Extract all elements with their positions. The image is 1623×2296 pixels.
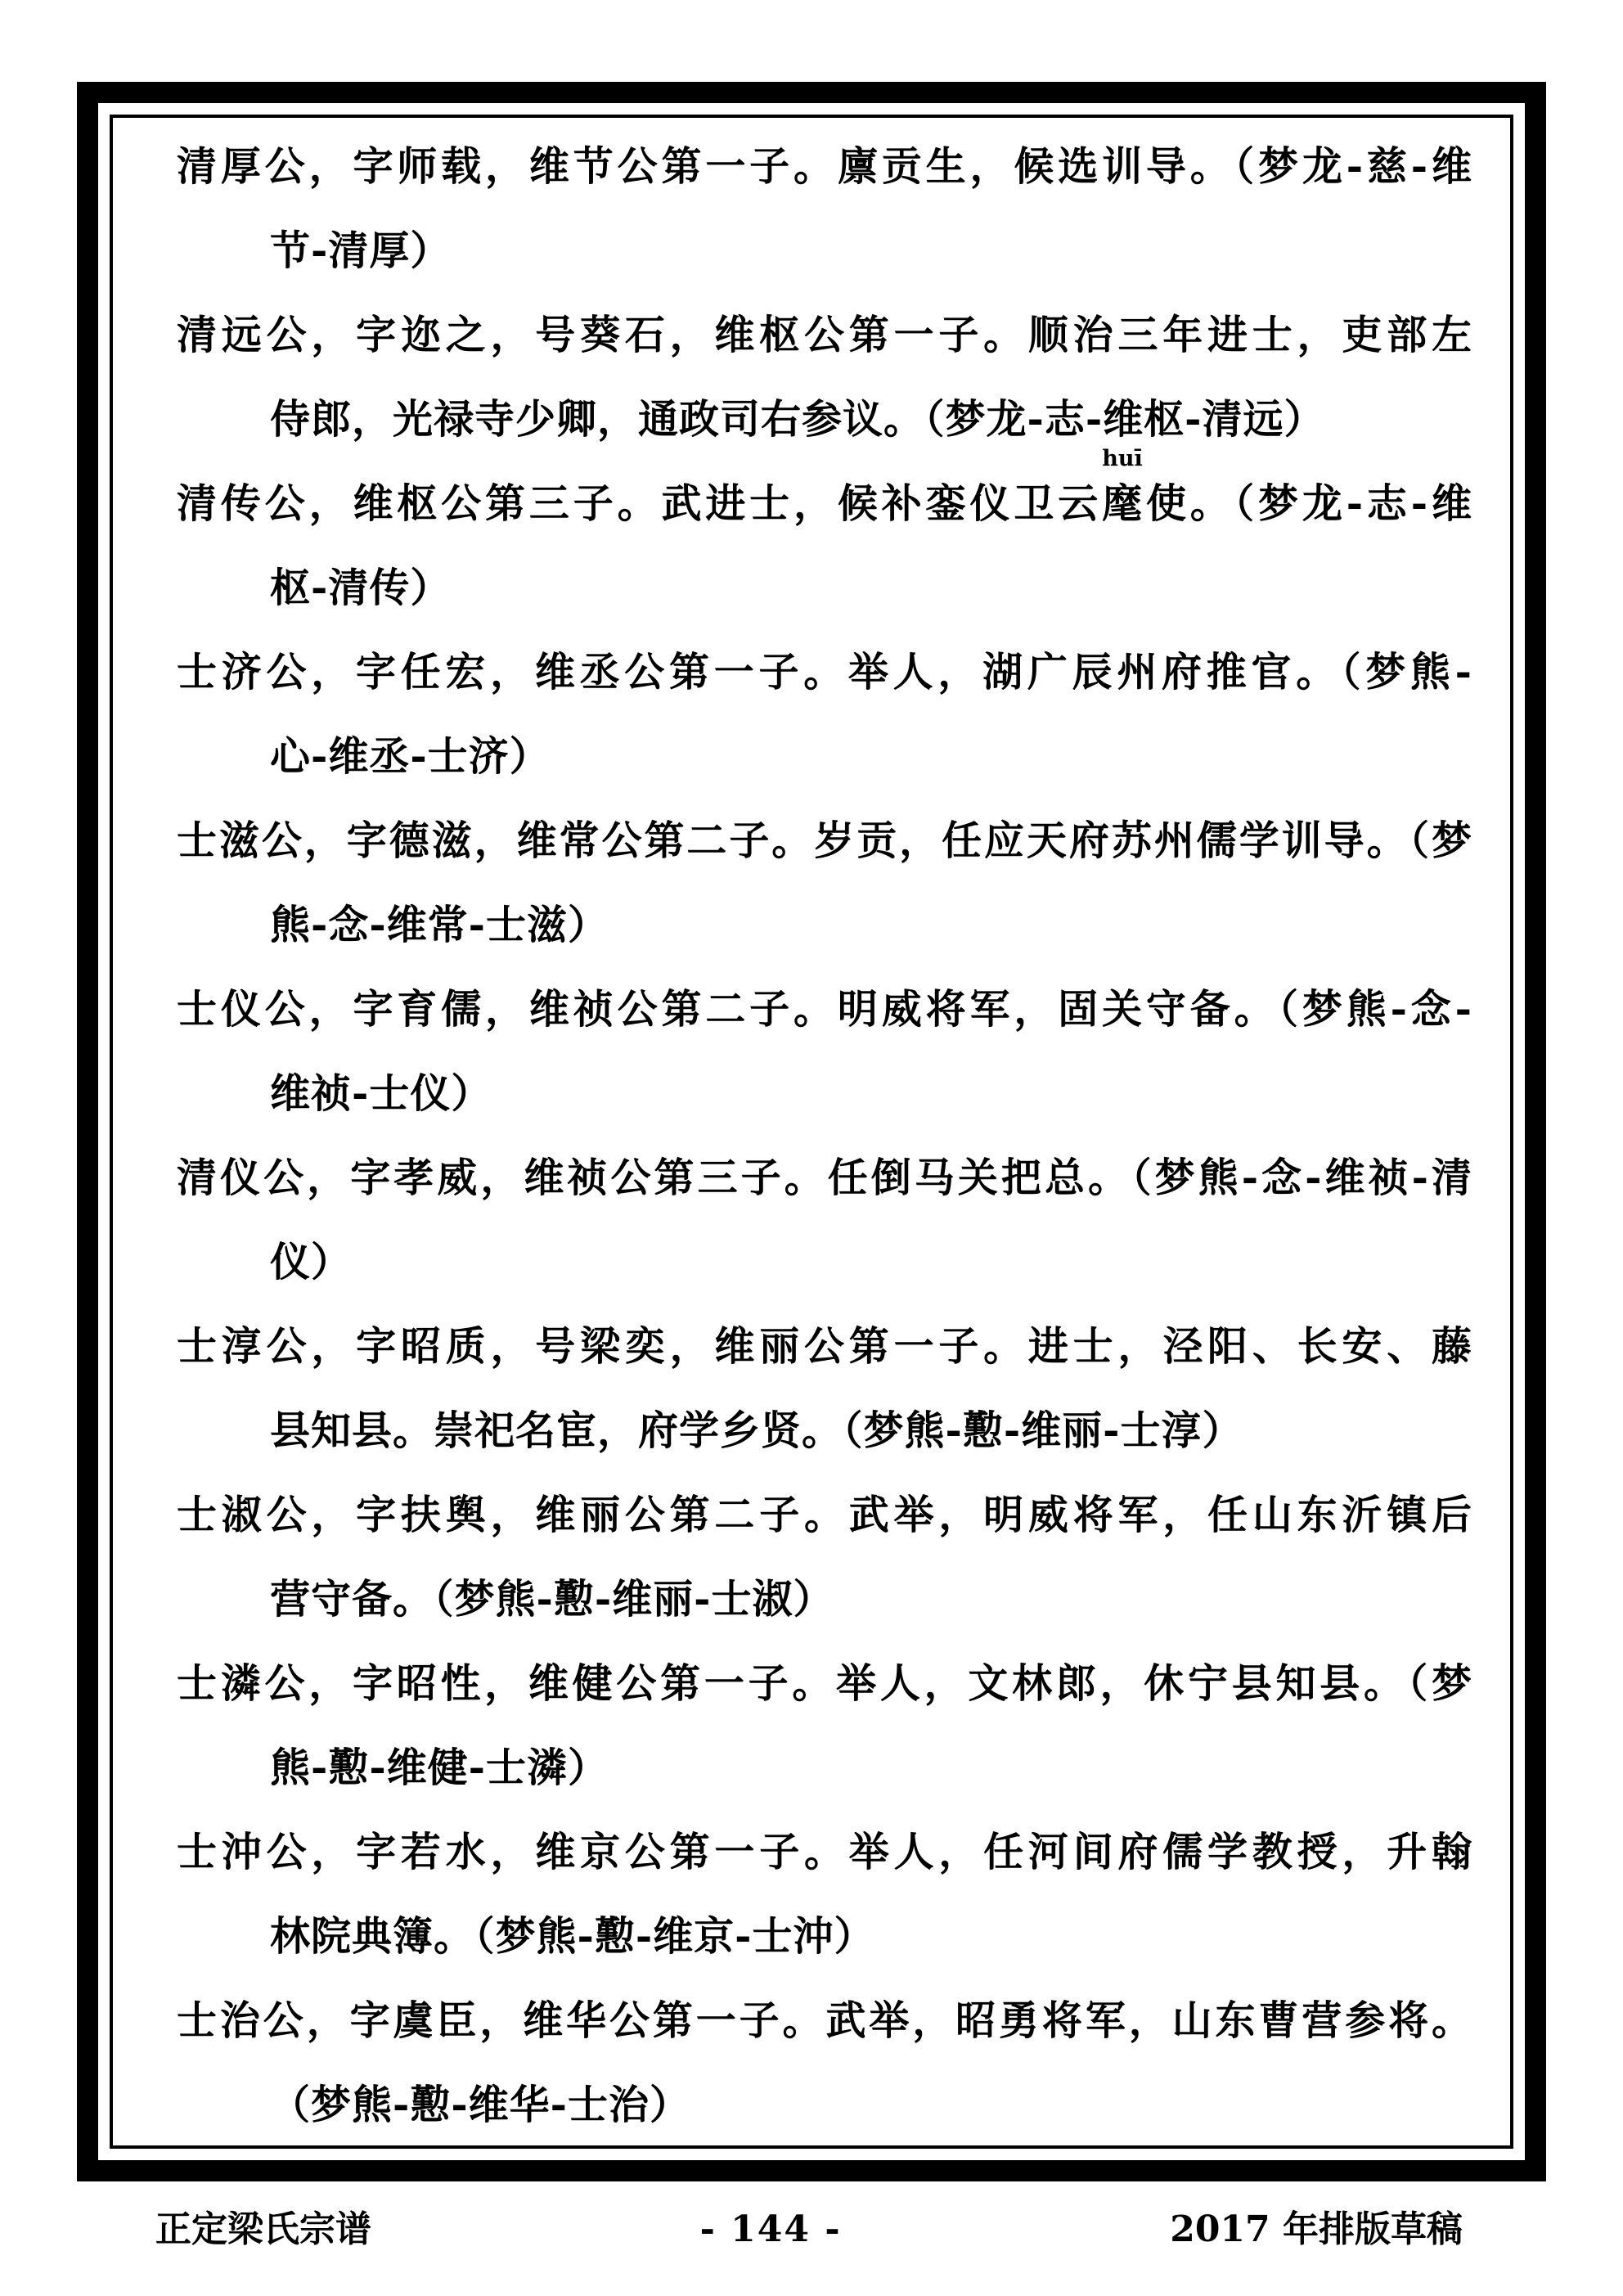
page-inner-border (110, 115, 1513, 2149)
entry-line-continued: （梦熊-懃-维华-士治） (270, 2081, 691, 2128)
entry-line-first: 士淳公，字昭质，号梁奕，维丽公第一子。进士，泾阳、长安、藤 (177, 1322, 1472, 1370)
genealogy-entry (177, 1810, 1472, 1979)
entry-text: 使。（梦龙-志-维 (1143, 479, 1472, 527)
genealogy-entry (177, 1473, 1472, 1641)
entry-line-continued: 节-清厚） (270, 227, 452, 274)
entry-line-continued: 营守备。（梦熊-懃-维丽-士淑） (270, 1575, 834, 1623)
entry-line-continued: 熊-念-维常-士滋） (270, 901, 609, 948)
entry-line-first: 清厚公，字师载，维节公第一子。廪贡生，候选训导。（梦龙-慈-维 (177, 142, 1472, 190)
entry-line-continued: 熊-懃-维健-士潾） (270, 1744, 609, 1791)
entry-line-continued: 仪） (270, 1238, 353, 1285)
footer-page-number: - 144 - (699, 2208, 842, 2250)
entry-line-first: 士滋公，字德滋，维常公第二子。岁贡，任应天府苏州儒学训导。（梦 (177, 817, 1472, 864)
entry-line-first: 清远公，字迩之，号葵石，维枢公第一子。顺治三年进士，吏部左 (177, 311, 1472, 358)
genealogy-entry (177, 124, 1472, 293)
genealogy-entry (177, 1641, 1472, 1810)
entry-line-continued: 维祯-士仪） (270, 1069, 492, 1117)
genealogy-entry (177, 799, 1472, 967)
genealogy-entry (177, 293, 1472, 461)
entry-text: 清传公，维枢公第三子。武进士，候补銮仪卫云 (177, 479, 1103, 527)
pinyin-annotation: huī (1102, 446, 1143, 472)
entry-line-first (177, 446, 1472, 546)
entry-line-continued: 林院典簿。（梦熊-懃-维京-士沖） (270, 1912, 875, 1960)
genealogy-entry (177, 1304, 1472, 1473)
page-outer-border (77, 82, 1546, 2181)
entry-line-continued: 心-维丞-士济） (270, 732, 551, 780)
genealogy-entry (177, 1136, 1472, 1304)
footer-book-title: 正定梁氏宗谱 (155, 2208, 371, 2250)
entry-line-continued: 侍郎，光禄寺少卿，通政司右参议。（梦龙-志-维枢-清远） (270, 395, 1325, 443)
entry-line-first: 士治公，字虞臣，维华公第一子。武举，昭勇将军，山东曹营参将。 (177, 1997, 1472, 2044)
genealogy-entry (177, 446, 1472, 630)
entry-line-first: 士淑公，字扶舆，维丽公第二子。武举，明威将军，任山东沂镇后 (177, 1491, 1472, 1538)
entry-line-continued: 县知县。崇祀名宦，府学乡贤。（梦熊-懃-维丽-士淳） (270, 1407, 1243, 1454)
entry-line-first: 士仪公，字育儒，维祯公第二子。明威将军，固关守备。（梦熊-念- (177, 985, 1472, 1033)
entry-line-first: 清仪公，字孝威，维祯公第三子。任倒马关把总。（梦熊-念-维祯-清 (177, 1154, 1472, 1201)
entry-line-first: 士沖公，字若水，维京公第一子。举人，任河间府儒学教授，升翰 (177, 1828, 1472, 1875)
genealogy-entry (177, 967, 1472, 1136)
page-footer (155, 2199, 1463, 2252)
genealogy-entry (177, 1979, 1472, 2147)
annotated-char: 麾 (1102, 479, 1144, 527)
ruby-annotated-char (1102, 446, 1144, 546)
genealogy-entry (177, 630, 1472, 799)
entry-line-first: 士济公，字任宏，维丞公第一子。举人，湖广辰州府推官。（梦熊- (177, 648, 1472, 696)
entry-line-first: 士潾公，字昭性，维健公第一子。举人，文林郎，休宁县知县。（梦 (177, 1659, 1472, 1707)
footer-edition-note: 2017 年排版草稿 (1170, 2208, 1463, 2250)
entry-line-continued: 枢-清传） (270, 564, 452, 611)
